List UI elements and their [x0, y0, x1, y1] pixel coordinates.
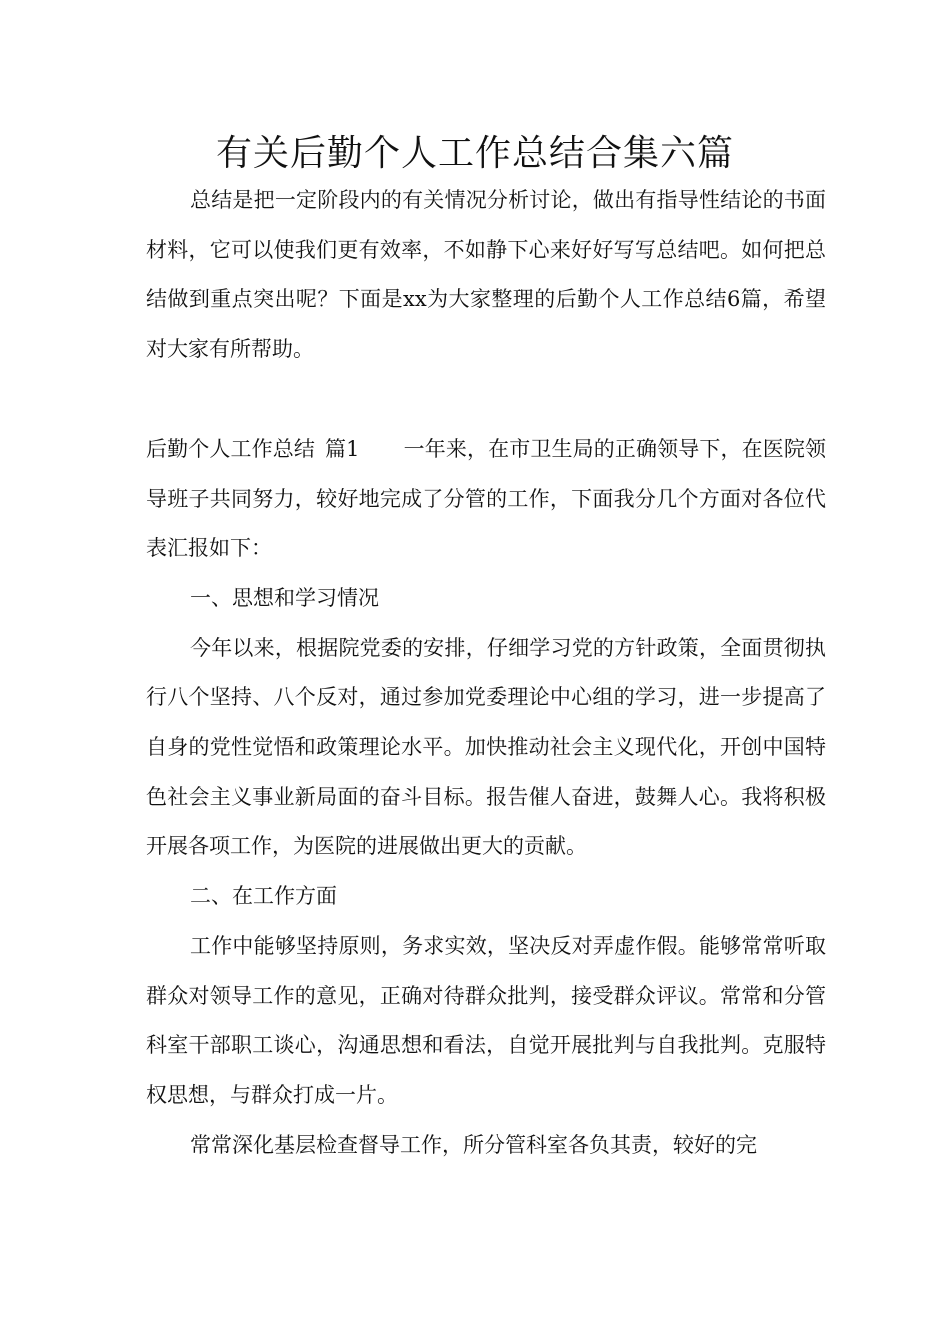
paragraph-work: 工作中能够坚持原则，务求实效，坚决反对弄虚作假。能够常常听取群众对领导工作的意见，正确对待群众批判，接受群众评议。常常和分管科室干部职工谈心，沟通思想和看法，自觉开展批判与自我批判。克服特权思想，与群众打成一片。	[146, 933, 826, 1107]
paragraph-inspection: 常常深化基层检查督导工作，所分管科室各负其责，较好的完	[190, 1132, 757, 1157]
section-label: 篇1	[325, 436, 360, 461]
intro-paragraph: 总结是把一定阶段内的有关情况分析讨论，做出有指导性结论的书面材料，它可以使我们更有效率，不如静下心来好好写写总结吧。如何把总结做到重点突出呢？下面是xx为大家整理的后勤个人工作总结6篇，希望对大家有所帮助。	[146, 188, 826, 362]
document-title: 有关后勤个人工作总结合集六篇	[215, 133, 734, 174]
section-lead-text: 一年来，在市卫生局的正确领导下，在医院领导班子共同努力，较好地完成了分管的工作，下面我分几个方面对各位代表汇报如下：	[146, 436, 826, 561]
document-body	[146, 176, 826, 1170]
paragraph-thought-study: 今年以来，根据院党委的安排，仔细学习党的方针政策，全面贯彻执行八个坚持、八个反对，通过参加党委理论中心组的学习，进一步提高了自身的党性觉悟和政策理论水平。加快推动社会主义现代化，开创中国特色社会主义事业新局面的奋斗目标。报告催人奋进，鼓舞人心。我将积极开展各项工作，为医院的进展做出更大的贡献。	[146, 635, 826, 859]
section-1-paragraph	[146, 425, 826, 574]
section-heading: 后勤个人工作总结	[146, 436, 315, 461]
subheading-thought-study: 一、思想和学习情况	[190, 585, 379, 610]
paragraph-spacer	[146, 375, 826, 425]
subheading-work: 二、在工作方面	[190, 884, 337, 909]
